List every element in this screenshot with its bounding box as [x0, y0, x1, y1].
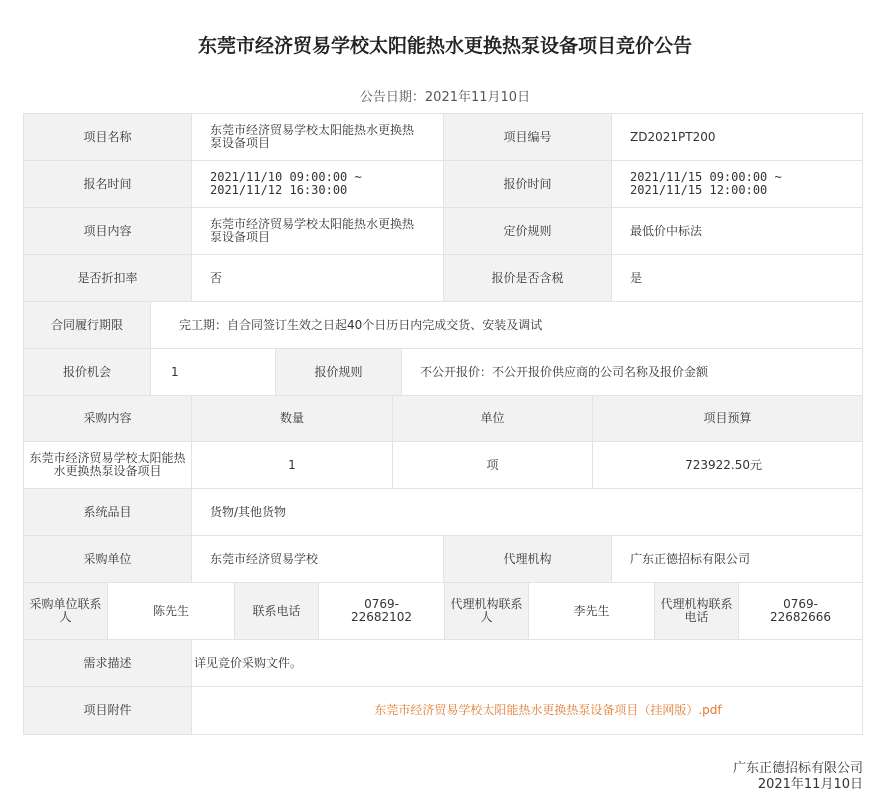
value-agency-phone: 0769-22682666 [739, 583, 862, 639]
col-budget: 项目预算 [593, 396, 862, 441]
footer-company: 广东正德招标有限公司 [732, 761, 863, 776]
label-quote-time: 报价时间 [444, 161, 612, 207]
item-unit: 项 [393, 442, 593, 488]
label-discount: 是否折扣率 [24, 255, 192, 301]
label-pricing-rule: 定价规则 [444, 208, 612, 254]
row-content [23, 208, 863, 255]
value-quote-rule: 不公开报价：不公开报价供应商的公司名称及报价金额 [402, 349, 862, 395]
item-quantity: 1 [192, 442, 393, 488]
label-purchaser-contact: 采购单位联系人 [24, 583, 108, 639]
value-signup-time: 2021/11/10 09:00:00 ~ 2021/11/12 16:30:00 [192, 161, 444, 207]
label-requirement: 需求描述 [24, 640, 192, 686]
label-contract-period: 合同履行期限 [24, 302, 151, 348]
label-project-content: 项目内容 [24, 208, 192, 254]
value-project-no: ZD2021PT200 [612, 114, 862, 160]
row-project-name [23, 113, 863, 161]
label-quote-rule: 报价规则 [276, 349, 402, 395]
label-purchaser-phone: 联系电话 [235, 583, 319, 639]
label-agency-phone: 代理机构联系电话 [655, 583, 739, 639]
value-agency-contact: 李先生 [529, 583, 655, 639]
table-row [23, 442, 863, 489]
label-tax-included: 报价是否含税 [444, 255, 612, 301]
row-category [23, 489, 863, 536]
label-project-name: 项目名称 [24, 114, 192, 160]
row-times [23, 161, 863, 208]
label-purchaser: 采购单位 [24, 536, 192, 582]
item-name: 东莞市经济贸易学校太阳能热水更换热泵设备项目 [24, 442, 192, 488]
label-agency: 代理机构 [444, 536, 612, 582]
value-pricing-rule: 最低价中标法 [612, 208, 862, 254]
label-project-no: 项目编号 [444, 114, 612, 160]
value-quote-time: 2021/11/15 09:00:00 ~ 2021/11/15 12:00:00 [612, 161, 862, 207]
value-purchaser: 东莞市经济贸易学校 [192, 536, 444, 582]
label-signup-time: 报名时间 [24, 161, 192, 207]
value-quote-chances: 1 [151, 349, 276, 395]
label-category: 系统品目 [24, 489, 192, 535]
value-project-name: 东莞市经济贸易学校太阳能热水更换热泵设备项目 [192, 114, 444, 160]
row-contacts [23, 583, 863, 640]
row-discount [23, 255, 863, 302]
value-discount: 否 [192, 255, 444, 301]
col-purchase-content: 采购内容 [24, 396, 192, 441]
value-agency: 广东正德招标有限公司 [612, 536, 862, 582]
value-requirement: 详见竞价采购文件。 [192, 640, 862, 686]
value-tax-included: 是 [612, 255, 862, 301]
value-contract-period: 完工期：自合同签订生效之日起40个日历日内完成交货、安装及调试 [151, 302, 862, 348]
label-agency-contact: 代理机构联系人 [445, 583, 529, 639]
value-purchaser-contact: 陈先生 [108, 583, 235, 639]
page-title: 东莞市经济贸易学校太阳能热水更换热泵设备项目竞价公告 [197, 35, 692, 57]
label-quote-chances: 报价机会 [24, 349, 151, 395]
row-contract-period [23, 302, 863, 349]
col-quantity: 数量 [192, 396, 393, 441]
value-category: 货物/其他货物 [192, 489, 862, 535]
value-project-content: 东莞市经济贸易学校太阳能热水更换热泵设备项目 [192, 208, 444, 254]
col-unit: 单位 [393, 396, 593, 441]
row-quote-rule [23, 349, 863, 396]
row-purchaser [23, 536, 863, 583]
value-purchaser-phone: 0769-22682102 [319, 583, 445, 639]
items-header [23, 396, 863, 442]
attachment-link[interactable]: 东莞市经济贸易学校太阳能热水更换热泵设备项目（挂网版）.pdf [192, 687, 862, 734]
announce-date: 公告日期：2021年11月10日 [359, 90, 531, 105]
row-attachment [23, 687, 863, 735]
footer-date: 2021年11月10日 [757, 777, 863, 792]
label-attachment: 项目附件 [24, 687, 192, 734]
row-requirement [23, 640, 863, 687]
item-budget: 723922.50元 [593, 442, 862, 488]
